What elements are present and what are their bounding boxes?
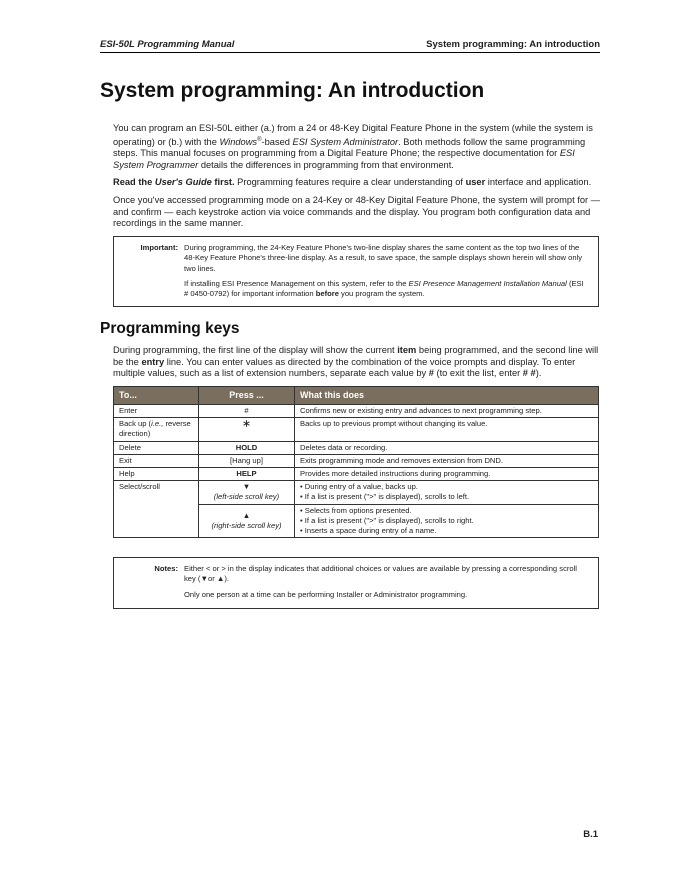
table-row bbox=[114, 441, 599, 454]
intro-paragraph-3: Once you've accessed programming mode on a 24-Key or 48-Key Digital Feature Phone, the system will prompt for — and confirm — each keystroke action via voice commands and the display. You program both configuration data and recordings in the same manner. bbox=[113, 195, 600, 229]
cell-to: Exit bbox=[114, 454, 199, 467]
intro-paragraph-1: You can program an ESI-50L either (a.) from a 24 or 48-Key Digital Feature Phone in the system (while the system is operating) or (b.) with the Windows®-based ESI System Administrator. Both methods follow the same programming steps. This manual focuses on programming from a Digital Feature Phone; the respective documentation for ESI System Programmer details the differences in programming from that environment. bbox=[113, 123, 593, 170]
keys-intro-paragraph: During programming, the first line of the display will show the current item being programmed, and the second line will be the entry line. You can enter values as directed by the combination of the voice prompts and display. To enter multiple values, such as a list of extension numbers, separate each value by # (to exit the list, enter # #). bbox=[113, 345, 599, 379]
col-header-to: To... bbox=[114, 387, 199, 405]
cell-to: Back up (i.e., reverse direction) bbox=[114, 418, 199, 441]
section-heading: Programming keys bbox=[100, 320, 240, 337]
col-header-does: What this does bbox=[295, 387, 599, 405]
table-row bbox=[114, 454, 599, 467]
intro-paragraph-2: Read the User's Guide first. Programming features require a clear understanding of user interface and application. bbox=[113, 177, 592, 187]
notes-box bbox=[113, 557, 599, 609]
cell-press: HELP bbox=[199, 468, 295, 481]
page-number: B.1 bbox=[583, 829, 598, 840]
cell-does: Provides more detailed instructions during programming. bbox=[295, 468, 599, 481]
table-row bbox=[114, 468, 599, 481]
cell-does: • Selects from options presented. • If a list is present (">" is displayed), scrolls to right. • Inserts a space during entry of a name. bbox=[295, 504, 599, 538]
cell-to: Help bbox=[114, 468, 199, 481]
cell-does: Confirms new or existing entry and advances to next programming step. bbox=[295, 405, 599, 418]
cell-press: ∗ bbox=[199, 418, 295, 441]
important-text-1: During programming, the 24-Key Feature Phone's two-line display shares the same content as the top two lines of the 48-Key Feature Phone's three-line display. As a result, to save space, the sample displays shown herein will show only two lines. bbox=[184, 243, 583, 273]
cell-to: Select/scroll bbox=[114, 481, 199, 538]
table-row bbox=[114, 418, 599, 441]
programming-keys-table bbox=[113, 386, 599, 538]
cell-press: HOLD bbox=[199, 441, 295, 454]
notes-label: Notes: bbox=[154, 564, 178, 573]
notes-text-1: Either < or > in the display indicates that additional choices or values are available by pressing a corresponding scroll key (▼or ▲). bbox=[184, 564, 577, 584]
important-box bbox=[113, 236, 599, 307]
down-arrow-icon: ▼ bbox=[242, 482, 251, 492]
cell-press: [Hang up] bbox=[199, 454, 295, 467]
cell-to: Enter bbox=[114, 405, 199, 418]
header-manual-title: ESI-50L Programming Manual bbox=[100, 39, 235, 50]
notes-text-2: Only one person at a time can be performing Installer or Administrator programming. bbox=[184, 589, 468, 599]
header-section-title: System programming: An introduction bbox=[426, 39, 600, 50]
running-header bbox=[100, 39, 600, 53]
cell-to: Delete bbox=[114, 441, 199, 454]
table-row bbox=[114, 481, 599, 504]
table-header-row bbox=[114, 387, 599, 405]
important-text-2: If installing ESI Presence Management on this system, refer to the ESI Presence Management Installation Manual (ESI # 0450-0792) for important information before you program the system. bbox=[184, 278, 584, 299]
cell-does: Exits programming mode and removes extension from DND. bbox=[295, 454, 599, 467]
cell-does: Backs up to previous prompt without changing its value. bbox=[295, 418, 599, 441]
up-arrow-icon: ▲ bbox=[242, 510, 251, 520]
cell-does: • During entry of a value, backs up. • If a list is present (">" is displayed), scrolls to left. bbox=[295, 481, 599, 504]
cell-does: Deletes data or recording. bbox=[295, 441, 599, 454]
cell-press: ▼ (left-side scroll key) bbox=[199, 481, 295, 504]
page-title: System programming: An introduction bbox=[100, 79, 485, 102]
cell-press: ▲ (right-side scroll key) bbox=[199, 504, 295, 538]
table-row bbox=[114, 405, 599, 418]
important-label: Important: bbox=[140, 243, 178, 252]
cell-press: # bbox=[199, 405, 295, 418]
col-header-press: Press ... bbox=[199, 387, 295, 405]
